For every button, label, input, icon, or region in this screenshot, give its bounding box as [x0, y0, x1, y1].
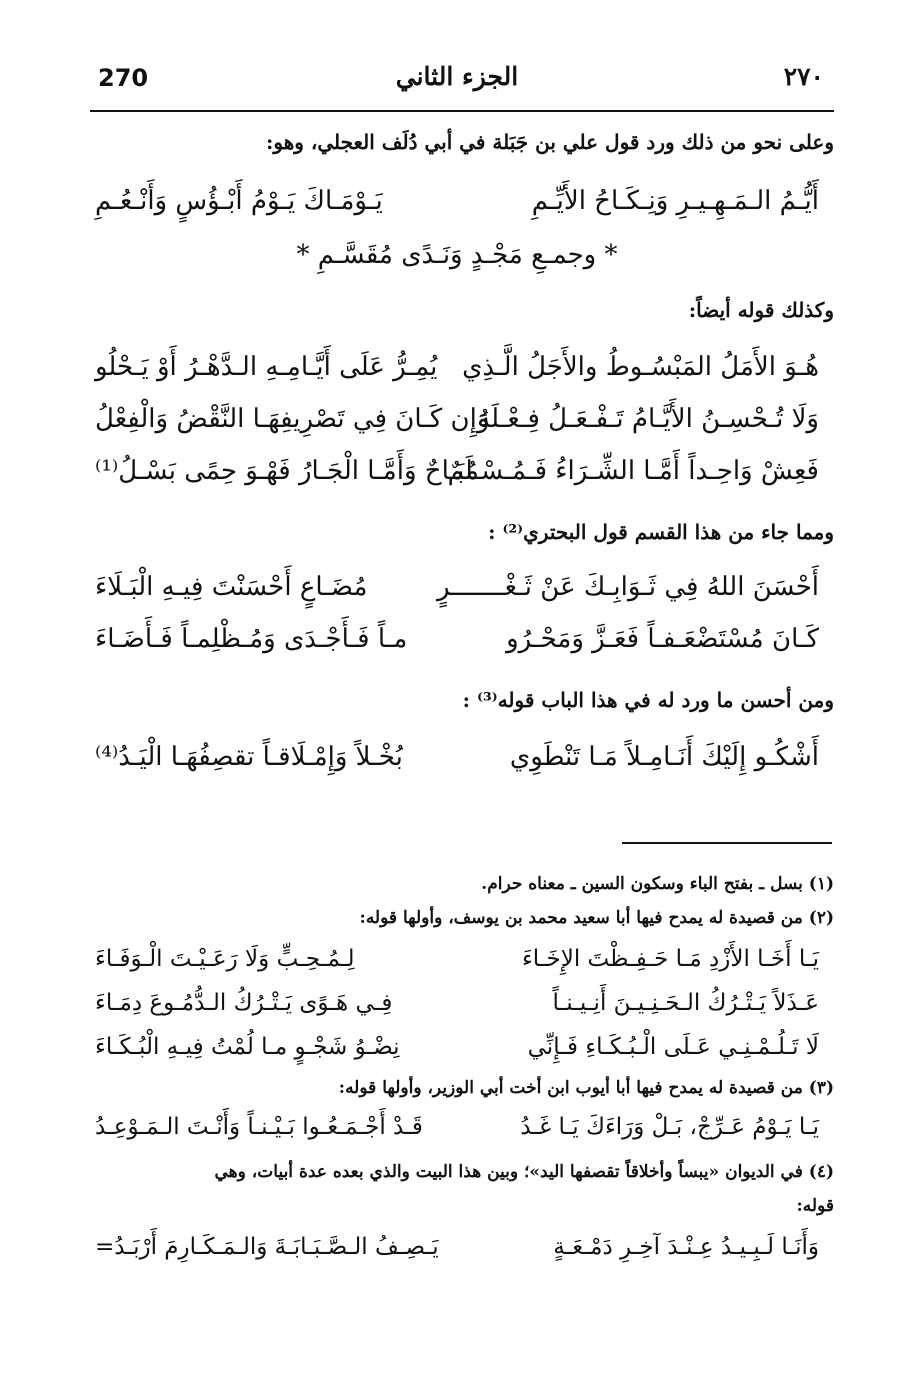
- verse-hemistich-second: يَـصِـفُ الـصَّـبَـابَـةَ وَالـمَـكَـارِمَ أَرْبَـدُ=: [95, 1234, 439, 1260]
- verse-hemistich-first: يَـا أَخَـا الأَزْدِ مَـا حَـفِـظْتَ الإِخَـاءَ: [521, 946, 819, 972]
- footnote-verse-line: [95, 946, 819, 990]
- footnote-4: (٤) في الديوان «يبساً وأخلاقاً تقصفها اليد»؛ وبين هذا البيت والذي بعده عدة أبيات، وهي: [214, 1162, 834, 1182]
- verse-hemistich-first: هُـوَ الأَمَلُ المَبْسُـوطُ والأَجَلُ الَّـذِي: [462, 352, 819, 382]
- verse-hemistich-first: لَا تَـلُـمْـنِـي عَـلَى الْـبُـكَـاءِ فَـإِنِّي: [527, 1034, 819, 1060]
- verse-line: [95, 742, 819, 790]
- verse-hemistich-first: فَعِشْ وَاحِـداً أَمَّـا الشِّـرَاءُ فَـمُـسْـلَمٌ: [447, 456, 819, 486]
- verse-hemistich-first: أَحْسَنَ اللهُ فِي ثَـوَابِـكَ عَنْ ثَـغْـــــــرٍ: [436, 572, 819, 602]
- page-header: [90, 62, 824, 102]
- verse-hemistich-first: وَلَا تُـحْسِـنُ الأَيَّـامُ تَـفْـعَـلُ فِـعْـلَهُ: [477, 404, 819, 434]
- footnote-2: (٢) من قصيدة له يمدح فيها أبا سعيد محمد بن يوسف، وأولها قوله:: [359, 908, 834, 928]
- header-rule: [90, 110, 834, 112]
- verse-hemistich-second: بُخْـلاً وَإِمْـلَاقـاً تقصِفُهَـا الْيَـدُ⁽⁴⁾: [95, 742, 403, 772]
- transition-text: ومن أحسن ما ورد له في هذا الباب قوله⁽³⁾ :: [462, 688, 834, 712]
- verse-hemistich-second: نِضْـوُ شَجْـوٍ مـا لُمْتُ فِيـهِ الْبُـكَـاءَ: [95, 1034, 400, 1060]
- page-number-latin: 270: [98, 64, 149, 92]
- verse-hemistich-second: فِـي هَـوًى يَـتْـرُكُ الـدُّمُـوعَ دِمَـاءَ: [95, 990, 393, 1016]
- verse-hemistich-second: مُضَـاعٍ أَحْسَنْتَ فِيـهِ الْبَـلَاءَ: [95, 572, 368, 602]
- page-number-arabic: ٢٧٠: [783, 62, 824, 91]
- transition-text: ومما جاء من هذا القسم قول البحتري⁽²⁾ :: [488, 520, 834, 544]
- verse-hemistich-first: أَيُّـمُ الـمَـهِـيـرِ وَنِـكَـاحُ الأَيِّـمِ: [531, 186, 819, 216]
- verse-line: [95, 456, 819, 504]
- running-title: الجزء الثاني: [395, 62, 519, 91]
- footnote-verse-line: [95, 990, 819, 1034]
- verse-hemistich-second: لِـمُـحِـبٍّ وَلَا رَعَـيْـتَ الْـوَفَـاءَ: [95, 946, 355, 972]
- intro-text: وعلى نحو من ذلك ورد قول علي بن جَبَلة في أبي دُلَف العجلي، وهو:: [265, 130, 834, 154]
- footnote-separator: [622, 842, 832, 844]
- verse-hemistich-second: وَإِن كَـانَ فِي تَصْرِيفِهَـا النَّقْضُ وَالْفِعْلُ: [95, 404, 490, 434]
- verse-line: [95, 352, 819, 400]
- verse-extra-line: * وجمـعِ مَجْـدٍ وَنَـدًى مُقَسَّـمِ *: [296, 240, 618, 270]
- verse-hemistich-second: قَـدْ أَجْـمَـعُـوا بَـيْـنـاً وَأَنْـتَ الـمَـوْعِـدُ: [95, 1114, 423, 1140]
- verse-hemistich-second: مـاً فَـأَجْـدَى وَمُـظْلِمـاً فَـأَضَـاءَ: [95, 624, 408, 654]
- footnote-verse-line: [95, 1234, 819, 1278]
- transition-text: وكذلك قوله أيضاً:: [688, 298, 834, 322]
- verse-line: [95, 404, 819, 452]
- footnote-verse-line: [95, 1034, 819, 1078]
- footnote-verse-line: [95, 1114, 819, 1158]
- footnote-3: (٣) من قصيدة له يمدح فيها أبا أيوب ابن أخت أبي الوزير، وأولها قوله:: [338, 1078, 834, 1098]
- footnote-4-continuation: قوله:: [796, 1196, 834, 1216]
- verse-hemistich-first: أَشْكُـو إِلَيْكَ أَنَـامِـلاً مَـا تَنْطَوِي: [509, 742, 819, 772]
- verse-line: [95, 624, 819, 672]
- verse-hemistich-second: يَـوْمَـاكَ يَـوْمُ أَبْـؤُسٍ وَأَنْـعُـمِ: [95, 186, 383, 216]
- verse-line: [95, 186, 819, 234]
- verse-hemistich-first: كَـانَ مُسْتَضْعَـفـاً فَعَـزَّ وَمَحْـرُو: [506, 624, 819, 654]
- verse-hemistich-first: وَأَنَـا لَـبِـيـدُ عِـنْـدَ آخِـرِ دَمْـعَـةٍ: [553, 1234, 819, 1260]
- verse-hemistich-second: مُبَـاحٌ وَأَمَّـا الْجَـارُ فَهْـوَ حِمًى بَسْـلُ⁽¹⁾: [95, 456, 479, 486]
- verse-hemistich-first: يَـا يَـوْمُ عَـرِّجْ، بَـلْ وَرَاءَكَ يَـا غَـدُ: [520, 1114, 819, 1140]
- verse-line: [95, 572, 819, 620]
- verse-hemistich-first: عَـذَلاً يَـتْـرُكُ الـحَـنِـيـنَ أَنِـيـنـاً: [552, 990, 819, 1016]
- footnote-1: (١) بسل ـ بفتح الباء وسكون السين ـ معناه حرام.: [481, 874, 834, 894]
- verse-hemistich-second: يُمِـرُّ عَلَى أَيَّـامِـهِ الـدَّهْـرُ أَوْ يَـحْلُو: [95, 352, 438, 382]
